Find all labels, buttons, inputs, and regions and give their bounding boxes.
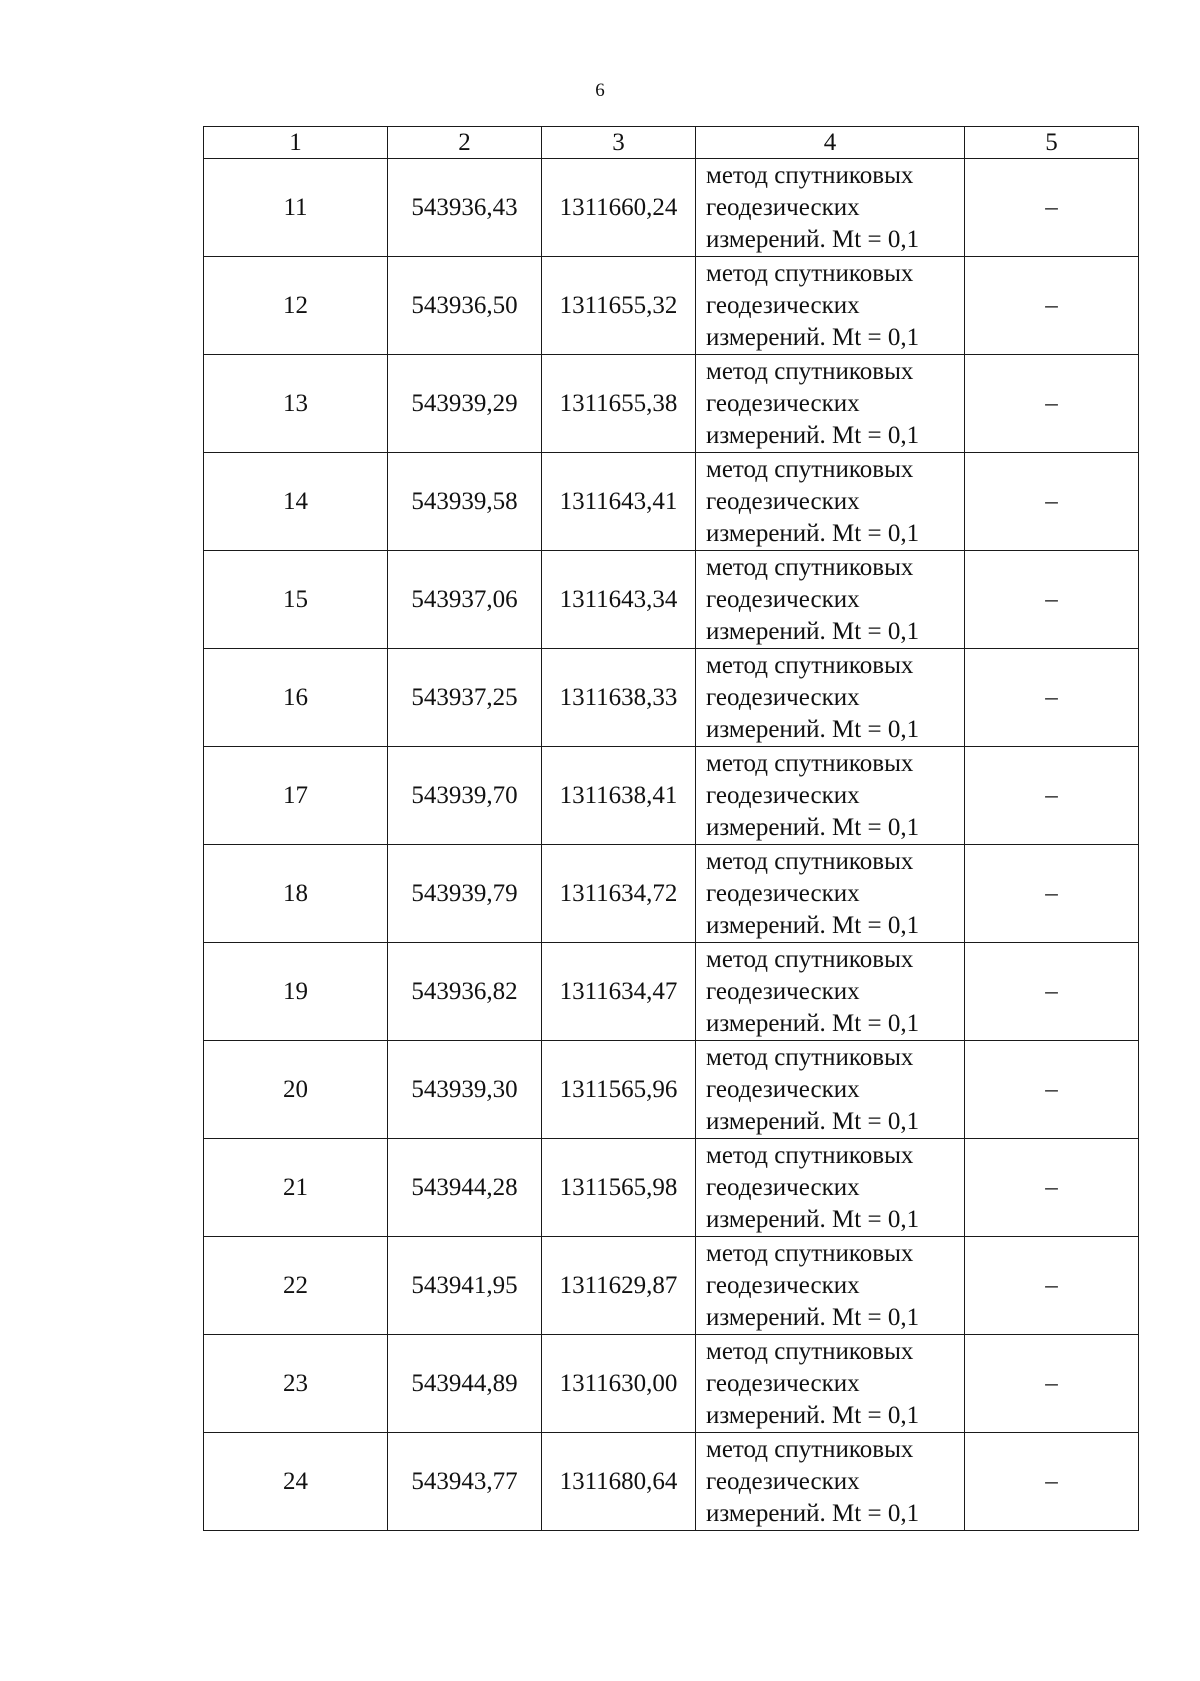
header-cell-4: 4	[696, 127, 965, 159]
method-line: геодезических	[706, 291, 860, 319]
y-coordinate-cell: 1311634,47	[542, 943, 696, 1041]
x-coordinate-cell: 543939,58	[388, 453, 542, 551]
note-cell: –	[965, 453, 1139, 551]
table-row	[204, 1237, 1139, 1335]
x-coordinate-cell: 543944,89	[388, 1335, 542, 1433]
point-number-cell: 20	[204, 1041, 388, 1139]
y-coordinate-cell: 1311655,32	[542, 257, 696, 355]
note-cell: –	[965, 1237, 1139, 1335]
table-header	[204, 127, 1139, 159]
table-row	[204, 1041, 1139, 1139]
point-number-cell: 23	[204, 1335, 388, 1433]
method-line: геодезических	[706, 1467, 860, 1495]
note-cell: –	[965, 1041, 1139, 1139]
note-cell: –	[965, 1433, 1139, 1531]
method-line: измерений. Mt = 0,1	[706, 1205, 920, 1233]
method-line: геодезических	[706, 389, 860, 417]
page-number: 6	[595, 80, 605, 101]
method-line: измерений. Mt = 0,1	[706, 1401, 920, 1429]
note-cell: –	[965, 257, 1139, 355]
x-coordinate-cell: 543936,43	[388, 159, 542, 257]
method-cell	[696, 551, 965, 649]
y-coordinate-cell: 1311629,87	[542, 1237, 696, 1335]
method-line: геодезических	[706, 1075, 860, 1103]
x-coordinate-cell: 543939,30	[388, 1041, 542, 1139]
point-number-cell: 12	[204, 257, 388, 355]
method-line: метод спутниковых	[706, 1043, 914, 1071]
method-cell	[696, 1433, 965, 1531]
method-line: метод спутниковых	[706, 651, 914, 679]
y-coordinate-cell: 1311565,98	[542, 1139, 696, 1237]
method-line: метод спутниковых	[706, 553, 914, 581]
note-cell: –	[965, 649, 1139, 747]
header-cell-1: 1	[204, 127, 388, 159]
point-number-cell: 11	[204, 159, 388, 257]
x-coordinate-cell: 543937,06	[388, 551, 542, 649]
y-coordinate-cell: 1311660,24	[542, 159, 696, 257]
point-number-cell: 19	[204, 943, 388, 1041]
method-cell	[696, 257, 965, 355]
table-row	[204, 355, 1139, 453]
method-cell	[696, 159, 965, 257]
x-coordinate-cell: 543943,77	[388, 1433, 542, 1531]
method-line: геодезических	[706, 1369, 860, 1397]
method-line: метод спутниковых	[706, 161, 914, 189]
method-line: геодезических	[706, 781, 860, 809]
header-cell-3: 3	[542, 127, 696, 159]
method-line: измерений. Mt = 0,1	[706, 1499, 920, 1527]
method-line: геодезических	[706, 585, 860, 613]
y-coordinate-cell: 1311680,64	[542, 1433, 696, 1531]
table-body	[204, 159, 1139, 1531]
method-line: измерений. Mt = 0,1	[706, 715, 920, 743]
method-line: метод спутниковых	[706, 1435, 914, 1463]
method-line: измерений. Mt = 0,1	[706, 225, 920, 253]
method-cell	[696, 845, 965, 943]
table-row	[204, 257, 1139, 355]
table-row	[204, 845, 1139, 943]
table-row	[204, 159, 1139, 257]
note-cell: –	[965, 943, 1139, 1041]
method-line: метод спутниковых	[706, 749, 914, 777]
table-row	[204, 551, 1139, 649]
y-coordinate-cell: 1311634,72	[542, 845, 696, 943]
method-line: геодезических	[706, 487, 860, 515]
y-coordinate-cell: 1311638,33	[542, 649, 696, 747]
method-line: измерений. Mt = 0,1	[706, 911, 920, 939]
method-line: метод спутниковых	[706, 259, 914, 287]
method-cell	[696, 649, 965, 747]
method-line: измерений. Mt = 0,1	[706, 617, 920, 645]
method-line: геодезических	[706, 879, 860, 907]
method-line: измерений. Mt = 0,1	[706, 519, 920, 547]
point-number-cell: 17	[204, 747, 388, 845]
method-line: измерений. Mt = 0,1	[706, 323, 920, 351]
x-coordinate-cell: 543936,50	[388, 257, 542, 355]
x-coordinate-cell: 543936,82	[388, 943, 542, 1041]
table-row	[204, 453, 1139, 551]
y-coordinate-cell: 1311655,38	[542, 355, 696, 453]
y-coordinate-cell: 1311565,96	[542, 1041, 696, 1139]
table-row	[204, 1139, 1139, 1237]
method-line: метод спутниковых	[706, 847, 914, 875]
table-row	[204, 747, 1139, 845]
method-line: геодезических	[706, 1173, 860, 1201]
note-cell: –	[965, 551, 1139, 649]
method-cell	[696, 747, 965, 845]
method-line: метод спутниковых	[706, 357, 914, 385]
method-line: геодезических	[706, 1271, 860, 1299]
header-row	[204, 127, 1139, 159]
method-line: измерений. Mt = 0,1	[706, 1009, 920, 1037]
y-coordinate-cell: 1311630,00	[542, 1335, 696, 1433]
x-coordinate-cell: 543941,95	[388, 1237, 542, 1335]
method-line: геодезических	[706, 193, 860, 221]
y-coordinate-cell: 1311643,34	[542, 551, 696, 649]
method-line: метод спутниковых	[706, 1239, 914, 1267]
point-number-cell: 21	[204, 1139, 388, 1237]
method-line: геодезических	[706, 683, 860, 711]
x-coordinate-cell: 543944,28	[388, 1139, 542, 1237]
note-cell: –	[965, 1139, 1139, 1237]
note-cell: –	[965, 747, 1139, 845]
method-line: метод спутниковых	[706, 945, 914, 973]
y-coordinate-cell: 1311643,41	[542, 453, 696, 551]
method-line: метод спутниковых	[706, 1141, 914, 1169]
note-cell: –	[965, 1335, 1139, 1433]
x-coordinate-cell: 543939,29	[388, 355, 542, 453]
point-number-cell: 14	[204, 453, 388, 551]
method-line: измерений. Mt = 0,1	[706, 1107, 920, 1135]
point-number-cell: 22	[204, 1237, 388, 1335]
point-number-cell: 16	[204, 649, 388, 747]
method-line: измерений. Mt = 0,1	[706, 1303, 920, 1331]
note-cell: –	[965, 355, 1139, 453]
method-cell	[696, 943, 965, 1041]
point-number-cell: 15	[204, 551, 388, 649]
x-coordinate-cell: 543939,70	[388, 747, 542, 845]
method-cell	[696, 1237, 965, 1335]
table-row	[204, 1433, 1139, 1531]
point-number-cell: 13	[204, 355, 388, 453]
y-coordinate-cell: 1311638,41	[542, 747, 696, 845]
table-row	[204, 1335, 1139, 1433]
method-line: метод спутниковых	[706, 1337, 914, 1365]
header-cell-2: 2	[388, 127, 542, 159]
point-number-cell: 18	[204, 845, 388, 943]
method-line: метод спутниковых	[706, 455, 914, 483]
method-cell	[696, 355, 965, 453]
method-cell	[696, 453, 965, 551]
method-cell	[696, 1041, 965, 1139]
method-line: геодезических	[706, 977, 860, 1005]
method-line: измерений. Mt = 0,1	[706, 813, 920, 841]
note-cell: –	[965, 159, 1139, 257]
header-cell-5: 5	[965, 127, 1139, 159]
x-coordinate-cell: 543939,79	[388, 845, 542, 943]
method-cell	[696, 1335, 965, 1433]
table-row	[204, 649, 1139, 747]
note-cell: –	[965, 845, 1139, 943]
point-number-cell: 24	[204, 1433, 388, 1531]
coordinates-table	[203, 126, 1139, 1531]
method-line: измерений. Mt = 0,1	[706, 421, 920, 449]
table-row	[204, 943, 1139, 1041]
method-cell	[696, 1139, 965, 1237]
x-coordinate-cell: 543937,25	[388, 649, 542, 747]
